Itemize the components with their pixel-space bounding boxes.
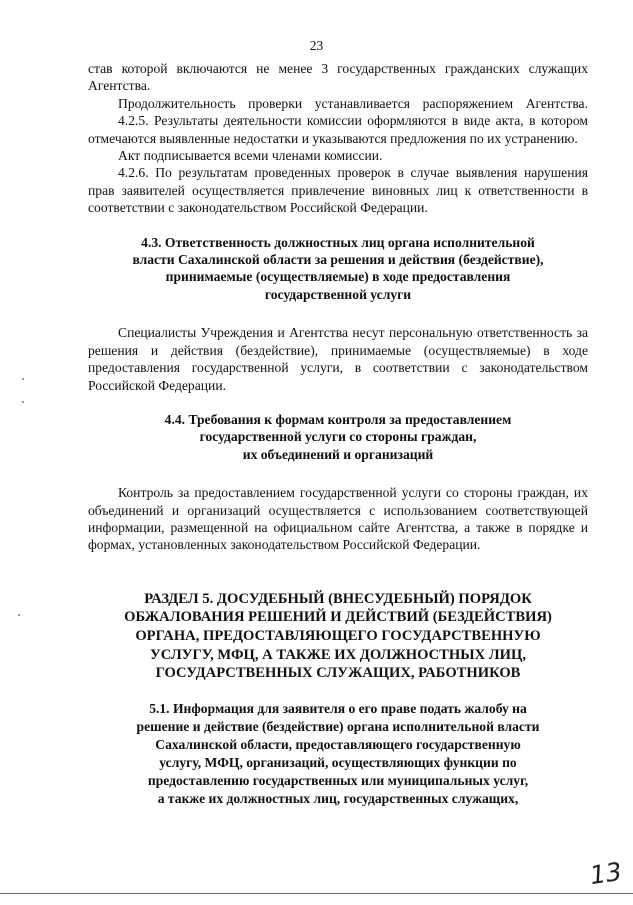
heading-5-1-line: а также их должностных лиц, государственных служащих, (157, 790, 519, 806)
spacer (88, 683, 588, 700)
heading-5-1-line: предоставлению государственных или муниципальных услуг, (147, 772, 529, 788)
scan-edge-line (0, 893, 633, 894)
paragraph-act-signing: Акт подписывается всеми членами комиссии. (118, 148, 383, 164)
spacer (88, 554, 588, 590)
spacer (88, 463, 588, 484)
section-5-title-line: РАЗДЕЛ 5. ДОСУДЕБНЫЙ (ВНЕСУДЕБНЫЙ) ПОРЯДОК (144, 590, 532, 607)
heading-5-1 (88, 700, 588, 808)
paragraph-4-2-6: 4.2.6. По результатам проведенных проверок в случае выявления нарушения прав заявителей осуществляется привлечение виновных лиц к ответственности в соответствии с законодательством Российской Федерации. (88, 165, 588, 216)
heading-4-3-line: государственной услуги (264, 286, 412, 302)
heading-4-4-line: их объединений и организаций (242, 446, 434, 462)
section-5-title (88, 590, 588, 683)
paragraph-4-3-responsibility: Специалисты Учреждения и Агентства несут персональную ответственность за решения и действия (бездействие), принимаемые (осуществляемые) в ходе предоставления государственной услуги, в соответствии с законодательством Российской Федерации. (88, 325, 588, 393)
spacer (88, 217, 588, 234)
scan-speck (18, 614, 20, 616)
heading-4-3-line: власти Сахалинской области за решения и действия (бездействие), (132, 252, 544, 268)
section-5-title-line: ОБЖАЛОВАНИЯ РЕШЕНИЙ И ДЕЙСТВИЙ (БЕЗДЕЙСТВИЯ) (124, 609, 552, 626)
heading-5-1-line: решение и действие (бездействие) органа исполнительной власти (136, 718, 540, 734)
heading-4-3-line: принимаемые (осуществляемые) в ходе предоставления (165, 269, 511, 285)
scan-speck (22, 401, 24, 403)
paragraph-4-4-control: Контроль за предоставлением государственной услуги со стороны граждан, их объединений и организаций осуществляется с использованием соответствующей информации, размещенной на официальном сайте Агентства, а также в порядке и формах, установленных законодательством Российской Федерации. (88, 485, 588, 553)
paragraph-4-2-5: 4.2.5. Результаты деятельности комиссии оформляются в виде акта, в котором отмечаются выявленные недостатки и указываются предложения по их устранению. (88, 113, 588, 146)
heading-5-1-line: Сахалинской области, предоставляющего государственную (155, 736, 521, 752)
paragraph-commission-composition: став которой включаются не менее 3 государственных гражданских служащих Агентства. (88, 61, 588, 94)
heading-4-4 (88, 411, 588, 463)
spacer (88, 394, 588, 411)
paragraph-inspection-duration: Продолжительность проверки устанавливается распоряжением Агентства. (118, 95, 588, 111)
page-number: 23 (309, 38, 324, 53)
handwritten-page-mark: 13 (588, 856, 624, 891)
section-5-title-line: УСЛУГУ, МФЦ, А ТАКЖЕ ИХ ДОЛЖНОСТНЫХ ЛИЦ, (149, 646, 527, 663)
scan-speck (22, 378, 24, 380)
page-content (88, 60, 588, 808)
heading-5-1-line: 5.1. Информация для заявителя о его праве подать жалобу на (149, 700, 527, 716)
spacer (88, 303, 588, 324)
heading-4-3 (88, 234, 588, 304)
heading-4-4-line: 4.4. Требования к формам контроля за предоставлением (164, 411, 512, 427)
heading-4-4-line: государственной услуги со стороны граждан, (199, 429, 477, 445)
section-5-title-line: ГОСУДАРСТВЕННЫХ СЛУЖАЩИХ, РАБОТНИКОВ (155, 665, 521, 682)
section-5-title-line: ОРГАНА, ПРЕДОСТАВЛЯЮЩЕГО ГОСУДАРСТВЕННУЮ (135, 627, 541, 644)
heading-5-1-line: услугу, МФЦ, организаций, осуществляющих функции по (159, 754, 517, 770)
heading-4-3-line: 4.3. Ответственность должностных лиц органа исполнительной (141, 234, 535, 250)
